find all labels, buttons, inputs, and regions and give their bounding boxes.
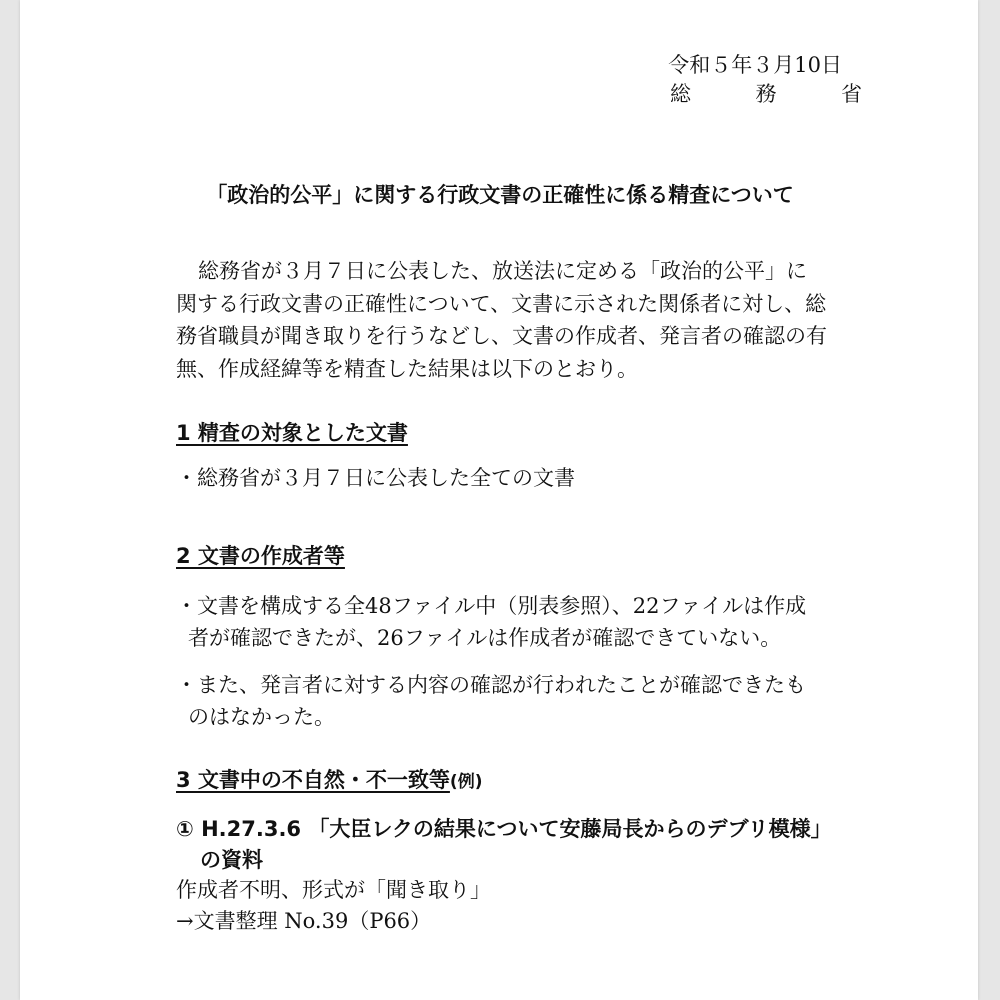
bullet-line: のはなかった。: [188, 705, 335, 729]
bullet-line: ・文書を構成する全48ファイル中（別表参照）、22ファイルは作成: [176, 594, 807, 618]
intro-line: 総務省が３月７日に公表した、放送法に定める「政治的公平」に: [198, 259, 807, 283]
section-3-note: 作成者不明、形式が「聞き取り」: [176, 878, 491, 902]
issuer-char: 総: [670, 82, 691, 106]
intro-paragraph: [176, 255, 866, 385]
bullet-line: ・総務省が３月７日に公表した全ての文書: [176, 466, 575, 490]
intro-line: 務省職員が聞き取りを行うなどし、文書の作成者、発言者の確認の有: [176, 324, 827, 349]
section-3-reference: →文書整理 No.39（P66）: [176, 909, 432, 933]
section-3-item: [176, 814, 832, 876]
bullet-line: 者が確認できたが、26ファイルは作成者が確認できていない。: [188, 626, 782, 650]
issuer-char: 務: [755, 82, 777, 106]
document-title: 「政治的公平」に関する行政文書の正確性に係る精査について: [206, 183, 794, 207]
section-3-heading: [176, 765, 482, 797]
item-line: ① H.27.3.6 「大臣レクの結果について安藤局長からのデブリ模様」: [176, 817, 832, 841]
section-1-heading: 1 精査の対象とした文書: [176, 421, 408, 445]
intro-line: 無、作成経緯等を精査した結果は以下のとおり。: [176, 356, 638, 381]
document-date: 令和５年３月10日: [668, 53, 842, 77]
section-2-bullet-2: [176, 669, 806, 733]
section-2-bullet-1: [176, 590, 806, 654]
item-line: の資料: [200, 848, 263, 872]
section-3-heading-suffix: (例): [449, 772, 483, 792]
section-1-bullet: [176, 462, 575, 494]
intro-line: 関する行政文書の正確性について、文書に示された関係者に対し、総: [176, 291, 827, 316]
bullet-line: ・また、発言者に対する内容の確認が行われたことが確認できたも: [176, 673, 806, 697]
section-2-heading: 2 文書の作成者等: [176, 544, 345, 568]
section-3-heading-text: 3 文書中の不自然・不一致等: [176, 768, 450, 792]
issuer-char: 省: [841, 82, 862, 106]
issuer-name: [670, 79, 862, 109]
document-page: [20, 0, 978, 1000]
